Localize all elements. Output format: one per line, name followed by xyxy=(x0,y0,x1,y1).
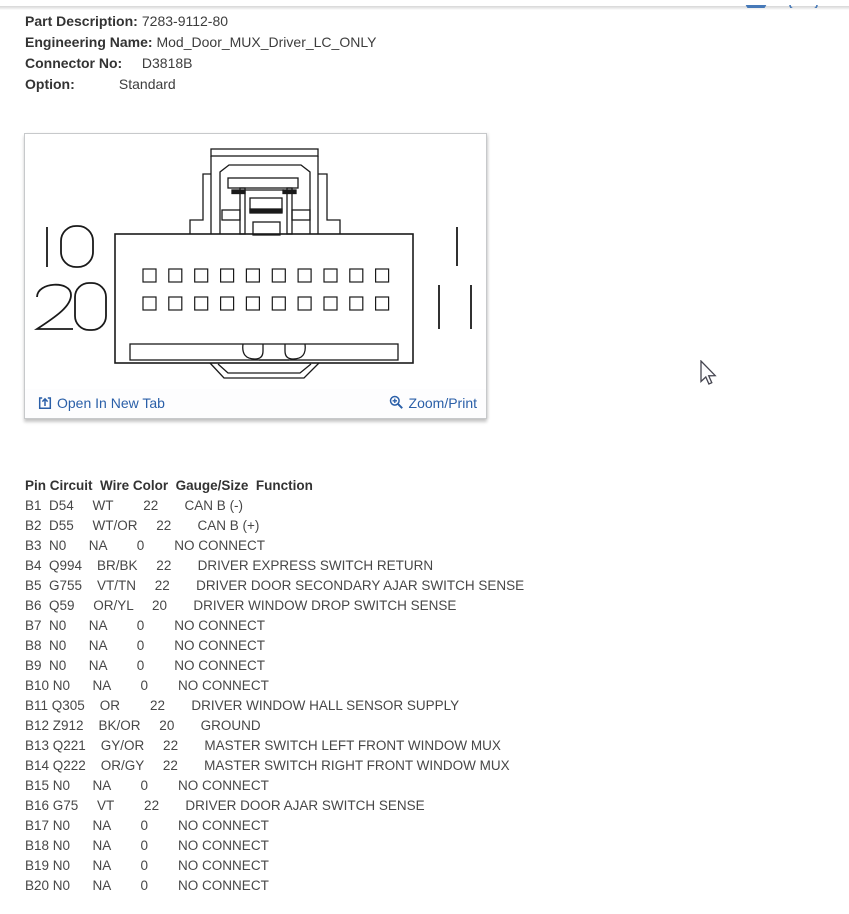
pin-row: B18 N0 NA 0 NO CONNECT xyxy=(25,838,269,853)
pin-row: B6 Q59 OR/YL 20 DRIVER WINDOW DROP SWITCH SENSE xyxy=(25,598,457,613)
pin-row: B13 Q221 GY/OR 22 MASTER SWITCH LEFT FRONT WINDOW MUX xyxy=(25,738,501,753)
part-header-block xyxy=(25,11,376,95)
pin-row: B9 N0 NA 0 NO CONNECT xyxy=(25,658,266,673)
field-label: Part Description: xyxy=(25,13,138,29)
pin-row: B15 N0 NA 0 NO CONNECT xyxy=(25,778,269,793)
pin-position-labels xyxy=(37,226,471,330)
connector-diagram-area xyxy=(25,134,486,389)
pin-row: B2 D55 WT/OR 22 CAN B (+) xyxy=(25,518,260,533)
pin-row: B5 G755 VT/TN 22 DRIVER DOOR SECONDARY AJAR SWITCH SENSE xyxy=(25,578,525,593)
header-field-row xyxy=(25,11,376,32)
mouse-cursor-icon xyxy=(700,360,718,386)
header-field-row xyxy=(25,32,376,53)
field-value: Mod_Door_MUX_Driver_LC_ONLY xyxy=(156,34,377,50)
pin-row: B14 Q222 OR/GY 22 MASTER SWITCH RIGHT FRONT WINDOW MUX xyxy=(25,758,510,773)
connector-diagram xyxy=(25,134,486,389)
header-field-row xyxy=(25,53,376,74)
pin-table xyxy=(25,476,524,896)
pin-row: B4 Q994 BR/BK 22 DRIVER EXPRESS SWITCH RETURN xyxy=(25,558,434,573)
toolbar-circle-icon[interactable] xyxy=(745,5,767,8)
pin-table-header: Pin Circuit Wire Color Gauge/Size Function xyxy=(25,478,313,493)
open-in-new-tab-icon xyxy=(38,396,52,410)
toolbar-outline-icon[interactable] xyxy=(790,5,817,8)
top-page-divider xyxy=(0,6,849,10)
pin-row: B7 N0 NA 0 NO CONNECT xyxy=(25,618,266,633)
image-card-footer xyxy=(25,389,486,418)
field-value: 7283-9112-80 xyxy=(141,13,229,29)
pin-row: B16 G75 VT 22 DRIVER DOOR AJAR SWITCH SENSE xyxy=(25,798,425,813)
field-label: Option: xyxy=(25,76,75,92)
connector-image-card xyxy=(24,133,487,419)
pin-row: B3 N0 NA 0 NO CONNECT xyxy=(25,538,266,553)
field-value: Standard xyxy=(118,76,176,92)
top-toolbar-icons xyxy=(730,0,849,8)
pin-row: B8 N0 NA 0 NO CONNECT xyxy=(25,638,266,653)
pin-row: B19 N0 NA 0 NO CONNECT xyxy=(25,858,269,873)
pin-row: B10 N0 NA 0 NO CONNECT xyxy=(25,678,269,693)
header-field-row xyxy=(25,74,376,95)
field-label: Connector No: xyxy=(25,55,123,71)
pin-row: B20 N0 NA 0 NO CONNECT xyxy=(25,878,269,893)
pin-table-rows xyxy=(25,496,524,896)
pin-row: B12 Z912 BK/OR 20 GROUND xyxy=(25,718,261,733)
zoom-print-link[interactable] xyxy=(389,395,477,411)
open-in-new-tab-link[interactable] xyxy=(38,395,165,411)
pin-row: B1 D54 WT 22 CAN B (-) xyxy=(25,498,244,513)
field-label: Engineering Name: xyxy=(25,34,153,50)
zoom-print-label: Zoom/Print xyxy=(408,394,477,411)
open-in-new-tab-label: Open In New Tab xyxy=(57,394,165,411)
pin-row: B17 N0 NA 0 NO CONNECT xyxy=(25,818,269,833)
magnifier-plus-icon xyxy=(389,395,404,410)
pin-row: B11 Q305 OR 22 DRIVER WINDOW HALL SENSOR SUPPLY xyxy=(25,698,460,713)
field-value: D3818B xyxy=(141,55,193,71)
